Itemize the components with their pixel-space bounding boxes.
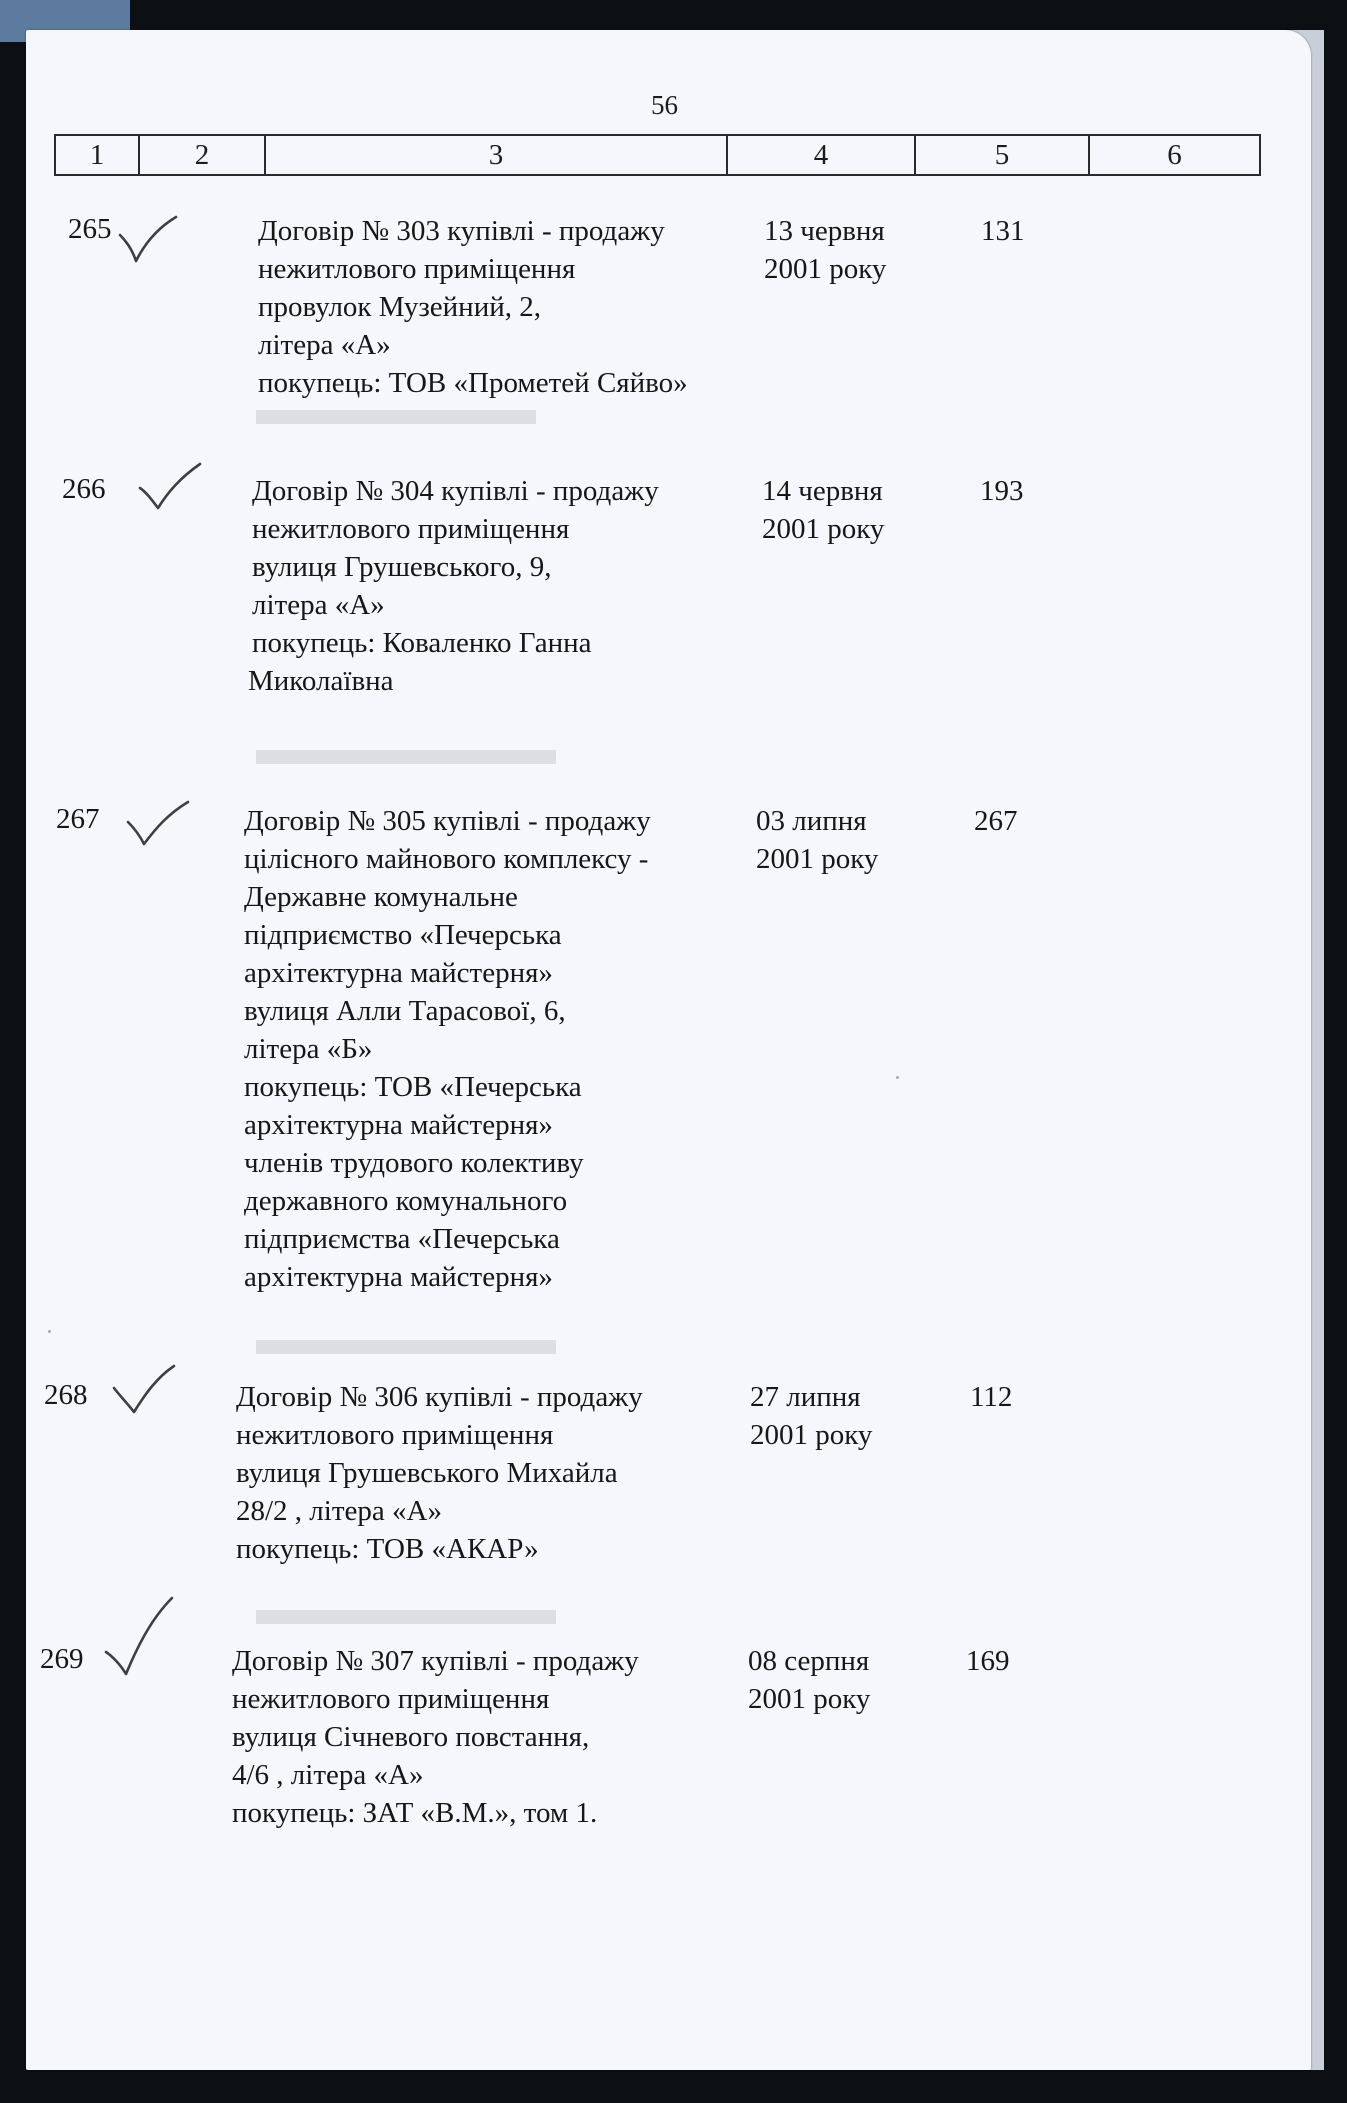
entry-number: 266 [62, 473, 106, 505]
column-header-6: 6 [1089, 135, 1260, 175]
entry-number: 267 [56, 803, 100, 835]
description-line: підприємства «Печерська [244, 1223, 560, 1255]
description-line: літера «А» [252, 589, 385, 621]
entry-description [244, 802, 651, 1296]
document-page [26, 30, 1311, 2070]
column-header-1: 1 [55, 135, 139, 175]
description-line: Договір № 303 купівлі - продажу [258, 215, 665, 247]
description-line: архітектурна майстерня» [244, 957, 553, 989]
description-line: покупець: Коваленко Ганна [252, 627, 592, 659]
description-line: Договір № 305 купівлі - продажу [244, 805, 651, 837]
checkmark-icon [116, 215, 180, 267]
date-line: 2001 року [756, 843, 879, 875]
entry-date [756, 802, 878, 878]
description-line: членів трудового колективу [244, 1147, 584, 1179]
description-line: нежитлового приміщення [258, 253, 576, 285]
entry-number: 268 [44, 1379, 88, 1411]
bleed-through-mark [256, 1320, 556, 1354]
description-line: Договір № 306 купівлі - продажу [236, 1381, 643, 1413]
date-line: 2001 року [750, 1419, 873, 1451]
description-line: архітектурна майстерня» [244, 1261, 553, 1293]
date-line: 2001 року [762, 513, 885, 545]
date-line: 13 червня [764, 215, 885, 247]
date-line: 03 липня [756, 805, 867, 837]
entry-pages: 193 [980, 475, 1024, 507]
entry-number: 265 [68, 213, 112, 245]
entry-pages: 112 [970, 1381, 1013, 1413]
entry-description [248, 472, 659, 700]
date-line: 2001 року [748, 1683, 871, 1715]
column-header-table [54, 134, 1261, 176]
page-number: 56 [651, 90, 678, 120]
description-line: Договір № 304 купівлі - продажу [252, 475, 659, 507]
description-line: нежитлового приміщення [236, 1419, 554, 1451]
description-line: покупець: ТОВ «Прометей Сяйво» [258, 367, 688, 399]
column-header-3: 3 [265, 135, 727, 175]
description-line: нежитлового приміщення [252, 513, 570, 545]
bleed-through-mark [256, 1590, 556, 1624]
column-header-row [55, 135, 1260, 175]
entry-date [764, 212, 886, 288]
description-line: архітектурна майстерня» [244, 1109, 553, 1141]
date-line: 27 липня [750, 1381, 861, 1413]
column-header-5: 5 [915, 135, 1089, 175]
entry-description [232, 1642, 639, 1832]
description-line: 28/2 , літера «А» [236, 1495, 442, 1527]
checkmark-icon [126, 798, 190, 850]
entry-pages: 267 [974, 805, 1018, 837]
paper-speck [48, 1330, 51, 1333]
date-line: 08 серпня [748, 1645, 870, 1677]
description-line: Договір № 307 купівлі - продажу [232, 1645, 639, 1677]
checkmark-icon [138, 460, 202, 512]
entry-date [762, 472, 884, 548]
entry-pages: 131 [981, 215, 1025, 247]
checkmark-icon [102, 1594, 178, 1680]
checkmark-icon [112, 1364, 176, 1416]
description-line: вулиця Грушевського Михайла [236, 1457, 618, 1489]
entry-date [750, 1378, 872, 1454]
description-line: вулиця Грушевського, 9, [252, 551, 552, 583]
column-header-4: 4 [727, 135, 915, 175]
description-line: покупець: ЗАТ «В.М.», том 1. [232, 1797, 598, 1829]
entry-pages: 169 [966, 1645, 1010, 1677]
description-line: літера «Б» [244, 1033, 373, 1065]
description-line: Миколаївна [248, 665, 394, 697]
entry-description [236, 1378, 643, 1568]
bleed-through-mark [256, 730, 556, 764]
description-line: Державне комунальне [244, 881, 518, 913]
description-line: покупець: ТОВ «АКАР» [236, 1533, 539, 1565]
description-line: літера «А» [258, 329, 391, 361]
description-line: цілісного майнового комплексу - [244, 843, 649, 875]
entry-number: 269 [40, 1643, 84, 1675]
paper-speck [896, 1076, 899, 1079]
description-line: провулок Музейний, 2, [258, 291, 541, 323]
description-line: вулиця Алли Тарасової, 6, [244, 995, 566, 1027]
column-header-2: 2 [139, 135, 265, 175]
description-line: державного комунального [244, 1185, 568, 1217]
description-line: нежитлового приміщення [232, 1683, 550, 1715]
description-line: підприємство «Печерська [244, 919, 562, 951]
date-line: 14 червня [762, 475, 883, 507]
description-line: вулиця Січневого повстання, [232, 1721, 590, 1753]
description-line: 4/6 , літера «А» [232, 1759, 424, 1791]
entry-description [258, 212, 688, 402]
description-line: покупець: ТОВ «Печерська [244, 1071, 582, 1103]
entry-date [748, 1642, 870, 1718]
date-line: 2001 року [764, 253, 887, 285]
